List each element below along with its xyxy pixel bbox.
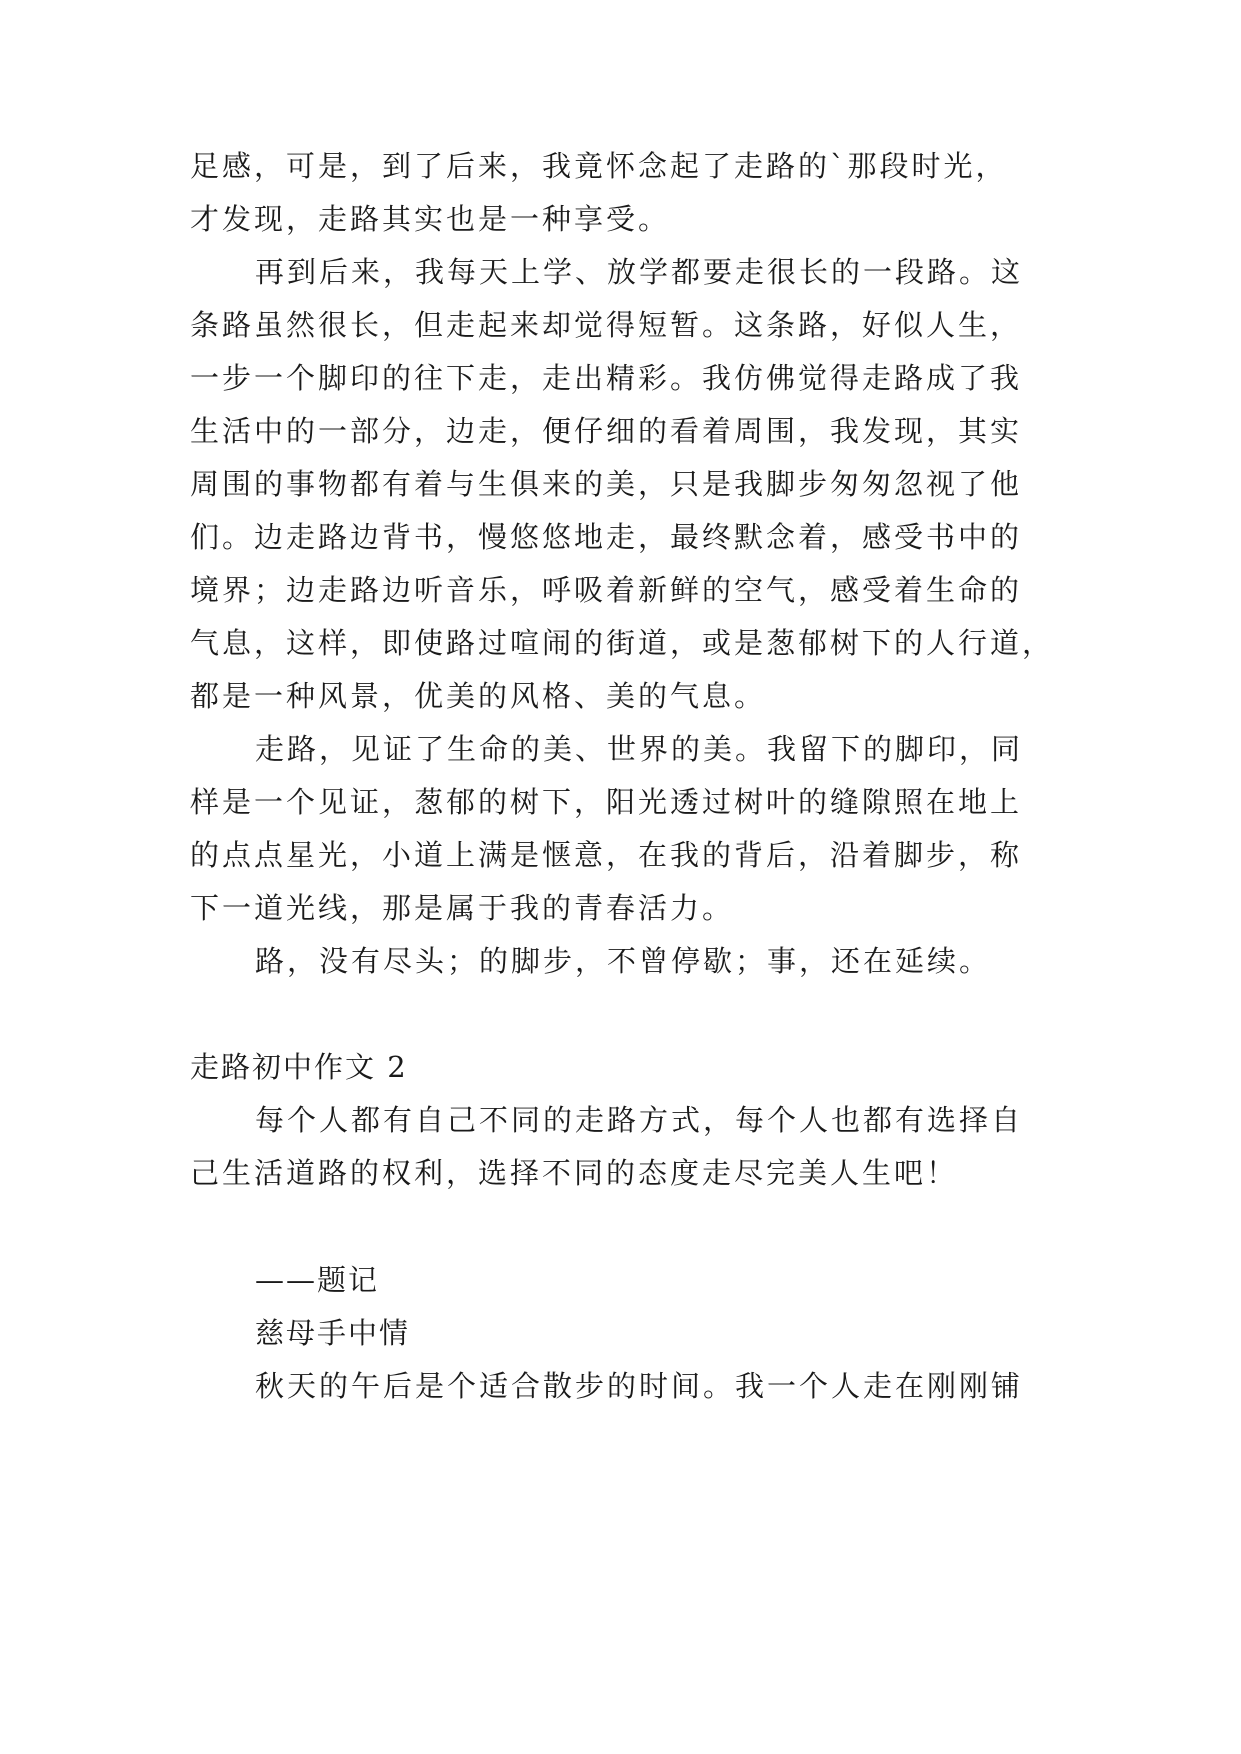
paragraph-first-line: 路，没有尽头；的脚步，不曾停歇；事，还在延续。 [255,944,992,978]
paragraph-first-line: 再到后来，我每天上学、放学都要走很长的一段路。这 [255,255,1024,289]
paragraph-first-line: 秋天的午后是个适合散步的时间。我一个人走在刚刚铺 [255,1369,1024,1403]
text-line: 条路虽然很长，但走起来却觉得短暂。这条路，好似人生， [190,308,1023,342]
text-line: 都是一种风景，优美的风格、美的气息。 [190,679,767,713]
text-line: 样是一个见证，葱郁的树下，阳光透过树叶的缝隙照在地上 [190,785,1023,819]
text-line: 己生活道路的权利，选择不同的态度走尽完美人生吧！ [190,1156,959,1190]
text-line: 周围的事物都有着与生俱来的美，只是我脚步匆匆忽视了他 [190,467,1023,501]
text-line: 气息，这样，即使路过喧闹的街道，或是葱郁树下的人行道， [190,626,1055,660]
epigraph-attribution: ——题记 [255,1263,380,1297]
text-line: 们。边走路边背书，慢悠悠地走，最终默念着，感受书中的 [190,520,1023,554]
text-line: 下一道光线，那是属于我的青春活力。 [190,891,735,925]
paragraph-first-line: 走路，见证了生命的美、世界的美。我留下的脚印，同 [255,732,1024,766]
text-line: 一步一个脚印的往下走，走出精彩。我仿佛觉得走路成了我 [190,361,1023,395]
text-line: 才发现，走路其实也是一种享受。 [190,202,671,236]
paragraph-first-line: 每个人都有自己不同的走路方式，每个人也都有选择自 [255,1103,1024,1137]
text-line: 足感，可是，到了后来，我竟怀念起了走路的`那段时光， [190,149,1008,183]
text-line: 境界；边走路边听音乐，呼吸着新鲜的空气，感受着生命的 [190,573,1023,607]
text-line: 的点点星光，小道上满是惬意，在我的背后，沿着脚步，称 [190,838,1023,872]
text-line: 生活中的一部分，边走，便仔细的看着周围，我发现，其实 [190,414,1023,448]
subtitle: 慈母手中情 [255,1316,411,1350]
section-heading: 走路初中作文 2 [190,1050,408,1084]
